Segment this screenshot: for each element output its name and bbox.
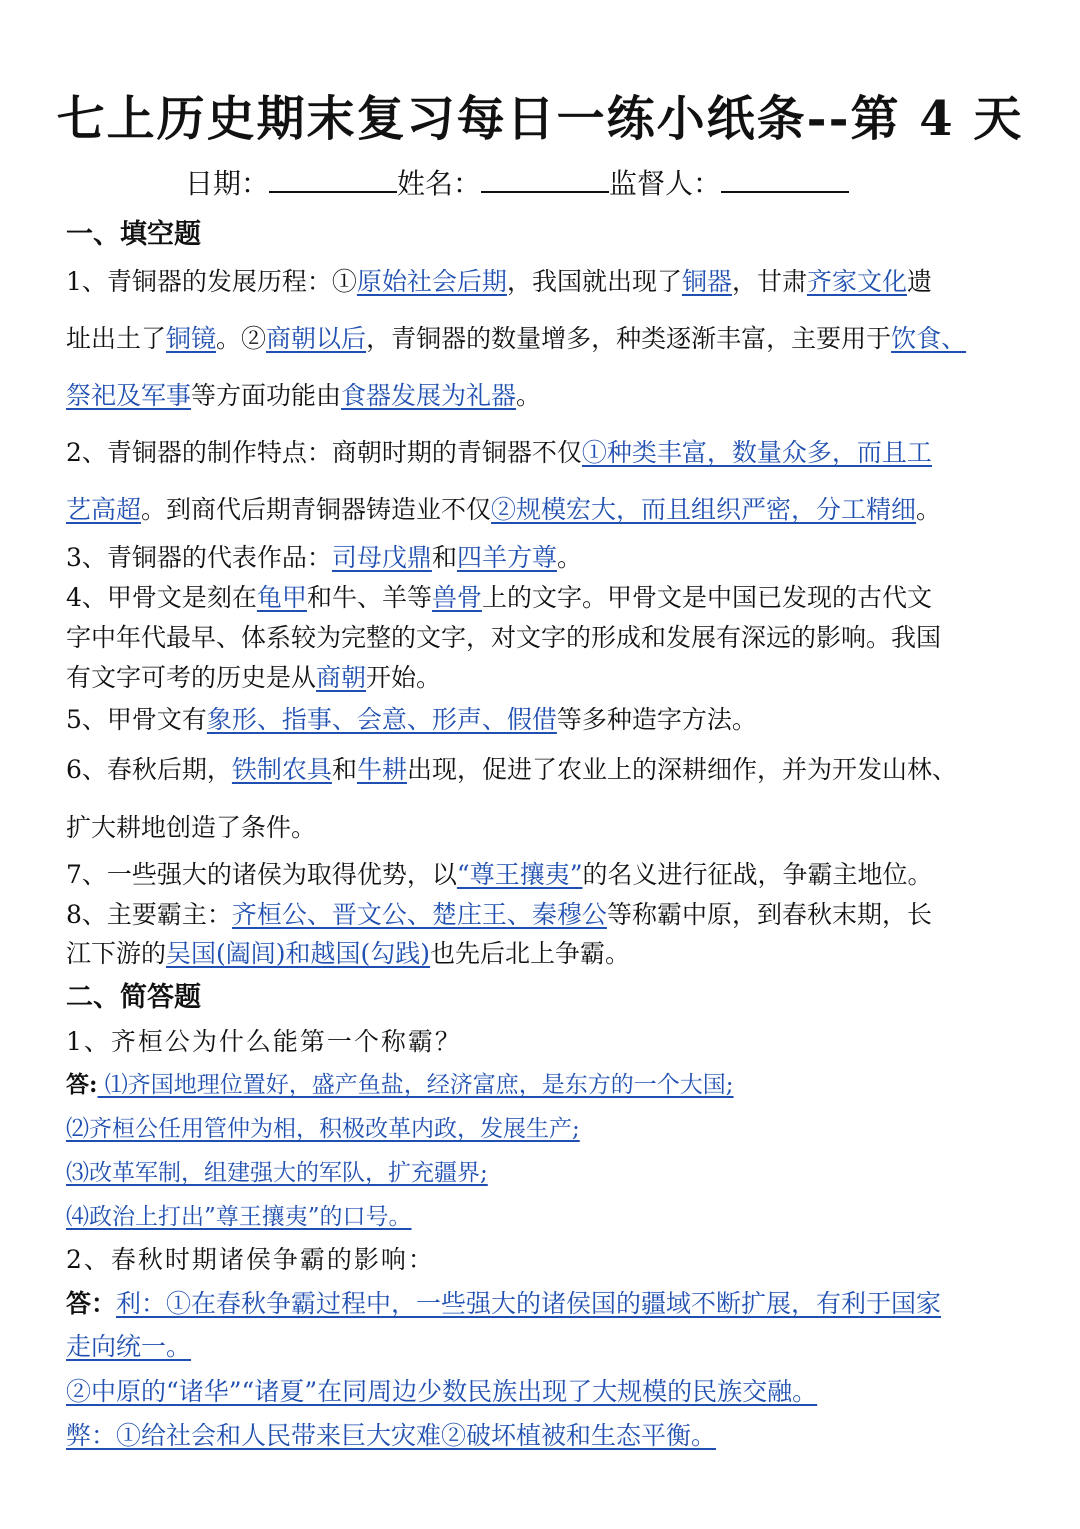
q7-line: 7、一些强大的诸侯为取得优势，以“尊王攘夷”的名义进行征战，争霸主地位。: [66, 860, 933, 889]
sq2-answer-2: [66, 1327, 191, 1363]
sq2-answer-4: [66, 1416, 716, 1452]
q1-line-2: 址出土了铜镜。②商朝以后，青铜器的数量增多，种类逐渐丰富，主要用于饮食、: [66, 324, 967, 353]
date-label: 日期：: [185, 167, 270, 200]
answer: ⑵齐桓公任用管仲为相，积极改革内政，发展生产;: [66, 1116, 580, 1142]
q6-line-1: 6、春秋后期，铁制农具和牛耕出现，促进了农业上的深耕细作，并为开发山林、: [66, 755, 957, 784]
answer: 铜镜: [166, 324, 217, 353]
answer: 司母戊鼎: [331, 543, 432, 572]
answer: 弊：①给社会和人民带来巨大灾难②破坏植被和生态平衡。: [66, 1421, 717, 1450]
answer: 吴国(阖闾)和越国(勾践): [166, 939, 431, 968]
answer: 祭祀及军事: [66, 381, 192, 410]
page-title: 七上历史期末复习每日一练小纸条--第 4 天: [56, 91, 1024, 147]
q8-line-2: 江下游的吴国(阖闾)和越国(勾践)也先后北上争霸。: [66, 939, 631, 968]
q1-line-1: 1、青铜器的发展历程：①原始社会后期，我国就出现了铜器，甘肃齐家文化遗: [66, 267, 933, 296]
q4-line-3: 有文字可考的历史是从商朝开始。: [66, 663, 442, 692]
q2-line-1: 2、青铜器的制作特点：商朝时期的青铜器不仅①种类丰富，数量众多，而且工: [66, 438, 932, 467]
q5-line: 5、甲骨文有象形、指事、会意、形声、假借等多种造字方法。: [66, 705, 757, 734]
q3-line: 3、青铜器的代表作品：司母戊鼎和四羊方尊。: [66, 543, 582, 572]
q8-line-1: 8、主要霸主：齐桓公、晋文公、楚庄王、秦穆公等称霸中原，到春秋末期，长: [66, 900, 932, 929]
answer: 原始社会后期: [356, 267, 507, 296]
answer: 象形、指事、会意、形声、假借: [206, 705, 557, 734]
answer: 齐桓公、晋文公、楚庄王、秦穆公: [231, 900, 607, 929]
answer: 牛耕: [356, 755, 407, 784]
answer: 饮食、: [891, 324, 967, 353]
answer: 艺高超: [66, 495, 142, 524]
date-blank[interactable]: [269, 165, 397, 193]
answer: ②规模宏大，而且组织严密，分工精细: [491, 495, 917, 524]
section-fill-blank-heading: 一、填空题: [66, 219, 201, 250]
answer: 兽骨: [431, 583, 482, 612]
answer: 铁制农具: [231, 755, 332, 784]
sq1-question: 1、齐桓公为什么能第一个称霸？: [66, 1027, 462, 1056]
answer: 四羊方尊: [456, 543, 557, 572]
answer: 龟甲: [256, 583, 307, 612]
answer: 齐家文化: [806, 267, 907, 296]
answer: ①种类丰富，数量众多，而且工: [581, 438, 932, 467]
q4-line-1: 4、甲骨文是刻在龟甲和牛、羊等兽骨上的文字。甲骨文是中国已发现的古代文: [66, 583, 932, 612]
answer: 走向统一。: [66, 1332, 192, 1361]
sq1-answer-2: [66, 1110, 580, 1143]
q6-line-2: 扩大耕地创造了条件。: [66, 813, 317, 842]
header-fields: [185, 162, 849, 202]
sq1-answer-1: [66, 1066, 734, 1099]
sq2-answer-3: [66, 1372, 817, 1408]
name-blank[interactable]: [481, 165, 609, 193]
q2-line-2: 艺高超。到商代后期青铜器铸造业不仅②规模宏大，而且组织严密，分工精细。: [66, 495, 942, 524]
answer: ②中原的“诸华”“诸夏”在同周边少数民族出现了大规模的民族交融。: [66, 1377, 818, 1406]
supervisor-blank[interactable]: [721, 165, 849, 193]
section-short-answer-heading: 二、简答题: [66, 982, 201, 1013]
answer: 商朝以后: [266, 324, 367, 353]
supervisor-label: 监督人：: [609, 167, 722, 200]
answer: ⑴齐国地理位置好，盛产鱼盐，经济富庶，是东方的一个大国;: [97, 1072, 734, 1098]
q1-line-3: 祭祀及军事等方面功能由食器发展为礼器。: [66, 381, 542, 410]
answer: 铜器: [681, 267, 732, 296]
answer-label: 答:: [66, 1071, 98, 1098]
sq2-answer-1: [66, 1284, 941, 1320]
answer: 商朝: [316, 663, 367, 692]
name-label: 姓名：: [397, 167, 482, 200]
answer: 食器发展为礼器: [341, 381, 517, 410]
sq1-answer-3: [66, 1154, 488, 1187]
answer-label: 答：: [66, 1289, 117, 1318]
answer: 利：①在春秋争霸过程中，一些强大的诸侯国的疆域不断扩展，有利于国家: [116, 1289, 942, 1318]
sq1-answer-4: [66, 1198, 412, 1231]
answer: ⑷政治上打出”尊王攘夷”的口号。: [66, 1204, 412, 1230]
sq2-question: 2、春秋时期诸侯争霸的影响：: [66, 1245, 435, 1274]
answer: ⑶改革军制，组建强大的军队，扩充疆界;: [66, 1160, 488, 1186]
answer: “尊王攘夷”: [456, 860, 583, 889]
q4-line-2: 字中年代最早、体系较为完整的文字，对文字的形成和发展有深远的影响。我国: [66, 623, 942, 652]
